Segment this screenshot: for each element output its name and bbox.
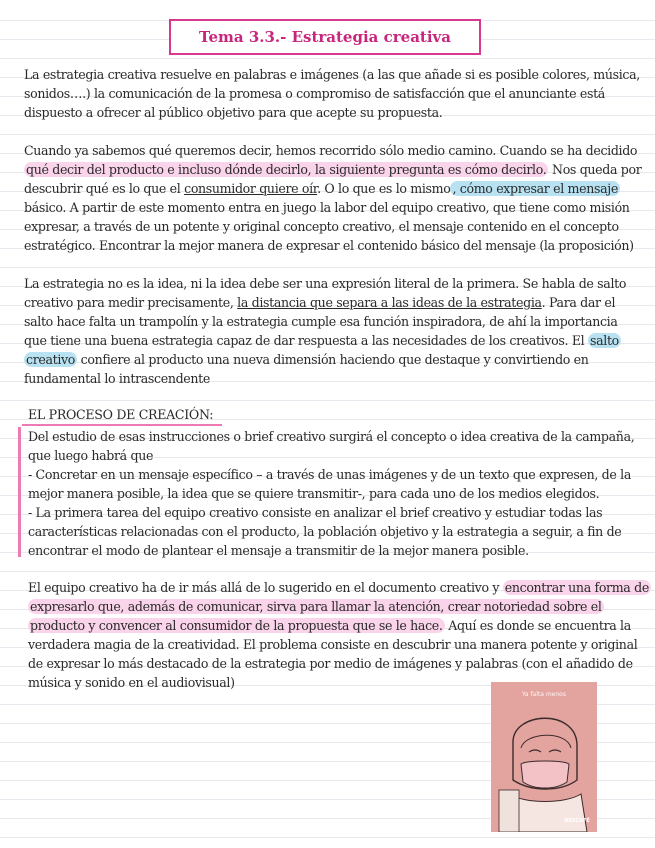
text-line: sonidos….) la comunicación de la promesa o compromiso de satisfacción que el anunciante está: [24, 86, 605, 101]
text-segment: creativo para medir precisamente,: [24, 295, 238, 310]
text-line: La estrategia no es la idea, ni la idea debe ser una expresión literal de la primera. Se habla de salto: [24, 276, 627, 291]
heading-underline: [22, 424, 222, 426]
text-line: [24, 179, 629, 198]
text-segment: . Para dar el: [541, 295, 616, 310]
text-line: - Concretar en un mensaje específico – a través de unas imágenes y de un texto que expresen, de la: [28, 467, 631, 482]
text-line: Del estudio de esas instrucciones o brief creativo surgirá el concepto o idea creativa de la campaña,: [28, 429, 635, 444]
highlight-blue: salto: [590, 333, 619, 348]
text-line: música y sonido en el audiovisual): [28, 675, 235, 690]
ad-poster-image: [491, 682, 597, 832]
text-segment: descubrir qué es lo que el: [24, 181, 185, 196]
text-line: [28, 578, 649, 597]
text-segment: Nos queda por: [548, 162, 642, 177]
highlight-pink: qué decir del producto e incluso dónde decirlo, la siguiente pregunta es cómo decirlo.: [26, 162, 547, 177]
text-line: expresar, a través de un potente y original concepto creativo, el mensaje contenido en el concepto: [24, 219, 619, 234]
text-line: encontrar el modo de plantear el mensaje a transmitir de la mejor manera posible.: [28, 543, 529, 558]
paragraph-magia: [28, 578, 649, 692]
text-line: Cuando ya sabemos qué queremos decir, hemos recorrido sólo medio camino. Cuando se ha decidido: [24, 143, 638, 158]
text-line: básico. A partir de este momento entra en juego la labor del equipo creativo, que tiene como misión: [24, 200, 630, 215]
text-segment: El equipo creativo ha de ir más allá de lo sugerido en el documento creativo y: [28, 580, 503, 595]
highlight-blue: creativo: [26, 352, 76, 367]
text-line: estratégico. Encontrar la mejor manera de expresar el contenido básico del mensaje (la proposición): [24, 238, 634, 253]
highlight-blue: , cómo expresar el mensaje: [452, 181, 618, 196]
section-heading: EL PROCESO DE CREACIÓN:: [28, 407, 214, 422]
text-line: [24, 160, 642, 179]
text-line: [28, 616, 633, 635]
highlight-pink: expresarlo que, además de comunicar, sirva para llamar la atención, crear notoriedad sobre el: [30, 599, 602, 614]
poster-illustration: [491, 682, 597, 832]
text-segment: confiere al producto una nueva dimensión haciendo que destaque y convirtiendo en: [77, 352, 589, 367]
text-segment: . O lo que es lo mismo: [317, 181, 451, 196]
section-side-bar: [18, 427, 21, 557]
text-line: [24, 331, 629, 350]
paragraph-proceso: [28, 427, 633, 560]
text-line: [24, 350, 629, 369]
text-line: salto hace falta un trampolín y la estrategia cumple esa función inspiradora, de ahí la importancia: [24, 314, 618, 329]
text-line: características relacionadas con el producto, la población objetivo y la estrategia a seguir, a fin de: [28, 524, 622, 539]
text-segment: que tiene una buena estrategia capaz de dar respuesta a las necesidades de los creativos. El: [24, 333, 588, 348]
poster-brand: NESCAFÉ: [564, 818, 590, 824]
highlight-pink: producto y convencer al consumidor de la propuesta que se le hace.: [30, 618, 443, 633]
underlined-text: consumidor quiere oír: [184, 181, 318, 196]
paragraph-salto-creativo: [24, 274, 629, 388]
paragraph-como-decirlo: [24, 141, 642, 255]
text-line: - La primera tarea del equipo creativo consiste en analizar el brief creativo y estudiar todas las: [28, 505, 603, 520]
text-line: fundamental lo intrascendente: [24, 371, 210, 386]
text-line: [24, 293, 629, 312]
text-line: de expresar lo más destacado de la estrategia por medio de imágenes y palabras (con el añadido de: [28, 656, 633, 671]
text-segment: Aquí es donde se encuentra la: [444, 618, 631, 633]
text-line: [28, 597, 633, 616]
text-line: que luego habrá que: [28, 448, 154, 463]
text-line: dispuesto a ofrecer al público objetivo para que acepte su propuesta.: [24, 105, 443, 120]
poster-top-text: Ya falta menos: [522, 691, 566, 698]
page-title: Tema 3.3.- Estrategia creativa: [169, 19, 481, 55]
paragraph-intro: [24, 65, 640, 122]
text-line: verdadera magia de la creatividad. El problema consiste en descubrir una manera potente y original: [28, 637, 638, 652]
highlight-pink: encontrar una forma de: [504, 580, 649, 595]
text-line: mejor manera posible, la idea que se quiere transmitir-, para cada uno de los medios elegidos.: [28, 486, 600, 501]
underlined-text: la distancia que separa a las ideas de la estrategia: [237, 295, 542, 310]
text-line: La estrategia creativa resuelve en palabras e imágenes (a las que añade si es posible colores, música,: [24, 67, 640, 82]
